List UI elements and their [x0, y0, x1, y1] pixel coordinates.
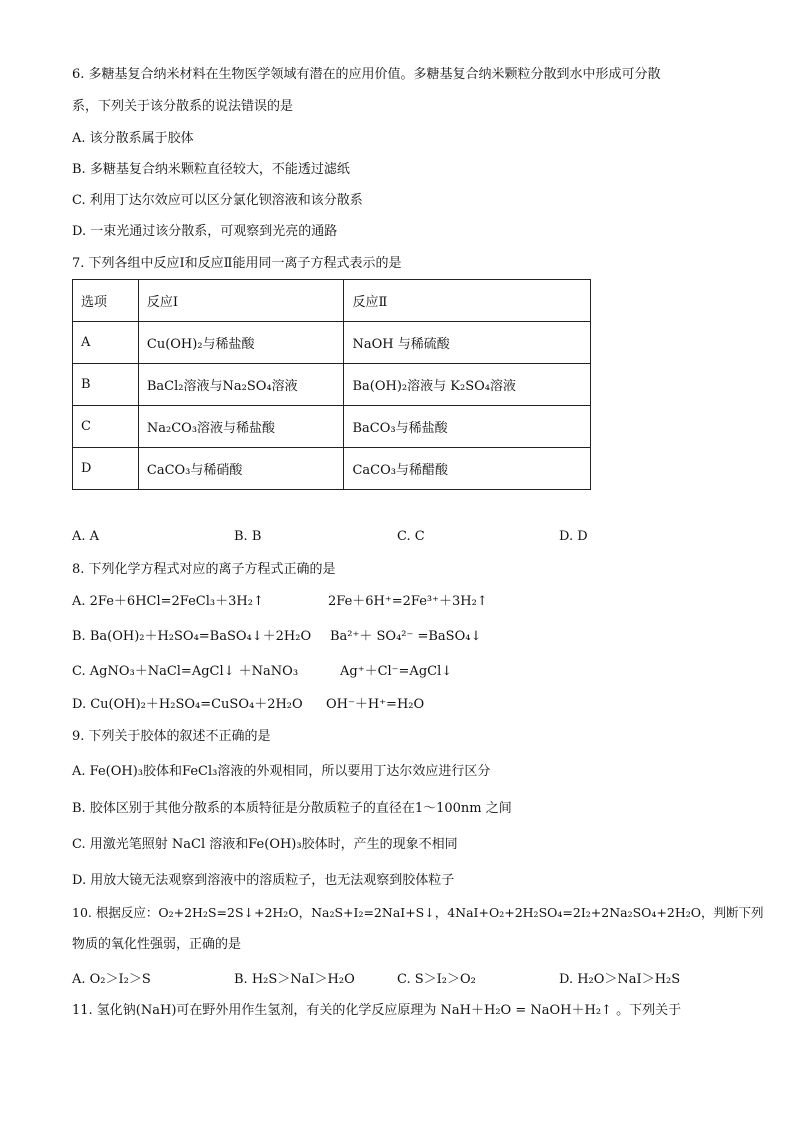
table-cell-reaction2: NaOH 与稀硫酸 [344, 322, 591, 364]
table-cell-reaction1: Na₂CO₃溶液与稀盐酸 [138, 406, 344, 448]
q10-answer-a: A. O₂＞I₂＞S [72, 972, 151, 987]
table-header-cell: 反应Ⅰ [138, 280, 344, 322]
table-row [73, 406, 591, 448]
q7-table [72, 279, 591, 490]
q10-stem-line2: 物质的氧化性强弱，正确的是 [72, 937, 242, 952]
q9-option-d: D. 用放大镜无法观察到溶液中的溶质粒子，也无法观察到胶体粒子 [72, 873, 455, 888]
q8-stem: 8. 下列化学方程式对应的离子方程式正确的是 [72, 562, 336, 577]
q10-stem-line1: 10. 根据反应：O₂+2H₂S=2S↓+2H₂O，Na₂S+I₂=2NaI+S↓，4NaI+O₂+2H₂SO₄=2I₂+2Na₂SO₄+2H₂O，判断下列 [72, 905, 764, 920]
table-cell-reaction2: CaCO₃与稀醋酸 [344, 448, 591, 490]
q8-option-c-ionic: Ag⁺＋Cl⁻=AgCl↓ [340, 664, 453, 679]
q10-answer-d: D. H₂O＞NaI＞H₂S [559, 972, 681, 987]
table-cell-option: D [73, 448, 139, 490]
q6-option-b: B. 多糖基复合纳米颗粒直径较大，不能透过滤纸 [72, 162, 350, 177]
table-row [73, 364, 591, 406]
q8-option-a-ionic: 2Fe＋6H⁺=2Fe³⁺＋3H₂↑ [328, 594, 488, 609]
q7-stem: 7. 下列各组中反应Ⅰ和反应Ⅱ能用同一离子方程式表示的是 [72, 256, 402, 271]
q6-stem-line2: 系，下列关于该分散系的说法错误的是 [72, 99, 294, 114]
table-cell-reaction1: BaCl₂溶液与Na₂SO₄溶液 [138, 364, 344, 406]
q6-option-a: A. 该分散系属于胶体 [72, 131, 194, 146]
q6-option-c: C. 利用丁达尔效应可以区分氯化钡溶液和该分散系 [72, 193, 363, 208]
q10-answer-c: C. S＞I₂＞O₂ [397, 972, 476, 987]
q8-option-b-ionic: Ba²⁺＋ SO₄²⁻ =BaSO₄↓ [330, 629, 482, 644]
q7-answer-a: A. A [72, 529, 100, 544]
q6-stem-line1: 6. 多糖基复合纳米材料在生物医学领域有潜在的应用价值。多糖基复合纳米颗粒分散到水中形成可分散 [72, 67, 661, 82]
table-cell-reaction2: Ba(OH)₂溶液与 K₂SO₄溶液 [344, 364, 591, 406]
q8-option-d-ionic: OH⁻＋H⁺=H₂O [326, 697, 425, 712]
q8-option-a-equation: A. 2Fe＋6HCl=2FeCl₃＋3H₂↑ [72, 594, 264, 609]
q7-answer-c: C. C [397, 529, 425, 544]
q8-option-c-equation: C. AgNO₃＋NaCl=AgCl↓ ＋NaNO₃ [72, 664, 299, 679]
table-row [73, 448, 591, 490]
q9-option-a: A. Fe(OH)₃胶体和FeCl₃溶液的外观相同，所以要用丁达尔效应进行区分 [72, 764, 491, 779]
table-cell-reaction1: CaCO₃与稀硝酸 [138, 448, 344, 490]
q7-answer-b: B. B [234, 529, 262, 544]
q11-stem: 11. 氢化钠(NaH)可在野外用作生氢剂，有关的化学反应原理为 NaH＋H₂O = NaOH＋H₂↑ 。下列关于 [72, 1003, 682, 1018]
table-cell-reaction2: BaCO₃与稀盐酸 [344, 406, 591, 448]
table-row [73, 322, 591, 364]
q9-option-c: C. 用激光笔照射 NaCl 溶液和Fe(OH)₃胶体时，产生的现象不相同 [72, 837, 458, 852]
q9-option-b: B. 胶体区别于其他分散系的本质特征是分散质粒子的直径在1～100nm 之间 [72, 801, 512, 816]
table-cell-reaction1: Cu(OH)₂与稀盐酸 [138, 322, 344, 364]
q9-stem: 9. 下列关于胶体的叙述不正确的是 [72, 729, 271, 744]
q8-option-b-equation: B. Ba(OH)₂＋H₂SO₄=BaSO₄↓＋2H₂O [72, 629, 312, 644]
table-header-cell: 选项 [73, 280, 139, 322]
q6-option-d: D. 一束光通过该分散系，可观察到光亮的通路 [72, 224, 338, 239]
q10-answer-b: B. H₂S＞NaI＞H₂O [234, 972, 355, 987]
q8-option-d-equation: D. Cu(OH)₂＋H₂SO₄=CuSO₄＋2H₂O [72, 697, 303, 712]
table-cell-option: C [73, 406, 139, 448]
q7-answer-d: D. D [559, 529, 588, 544]
table-cell-option: B [73, 364, 139, 406]
table-header-row [73, 280, 591, 322]
table-header-cell: 反应Ⅱ [344, 280, 591, 322]
table-cell-option: A [73, 322, 139, 364]
